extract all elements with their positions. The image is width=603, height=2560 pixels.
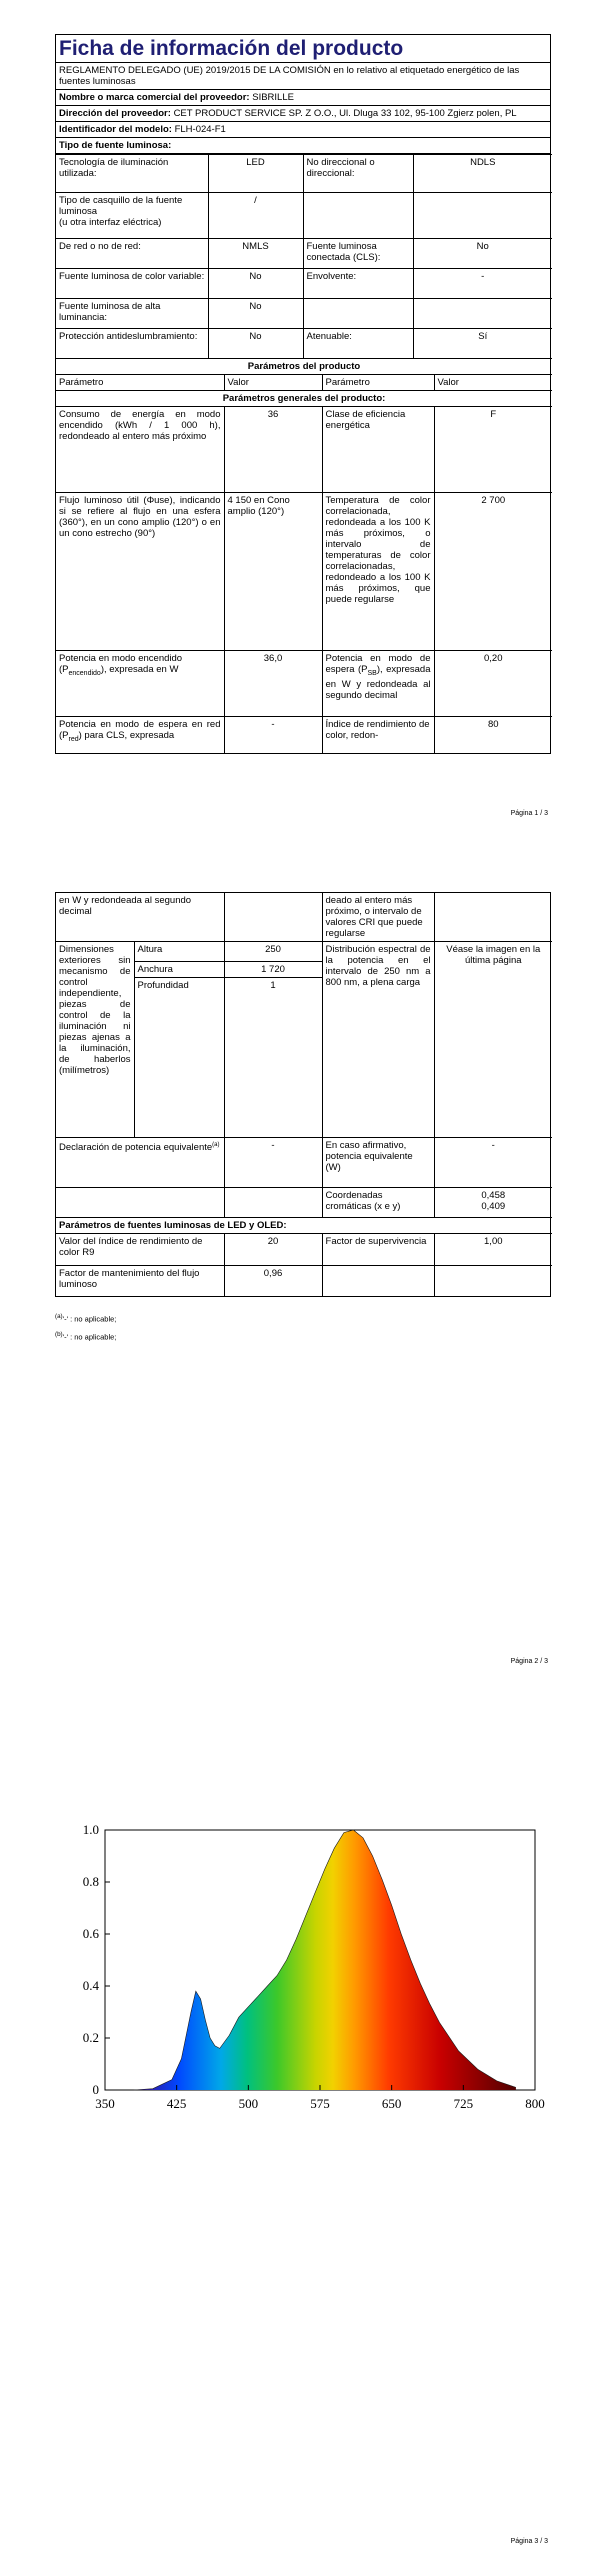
depth-label: Profundidad <box>134 978 224 1138</box>
x-tick-label-3: 575 <box>310 2096 330 2111</box>
on-mode-power-label: Potencia en modo encendido $(P_{encendido})$, expresada en W <box>56 651 224 717</box>
survival-factor-label: Factor de supervivencia <box>322 1234 434 1266</box>
lumen-maintenance-label: Factor de mantenimiento del flujo luminoso <box>56 1266 224 1296</box>
cri-label-cont: deado al entero más próximo, o intervalo de valores CRI que puede regularse <box>322 893 434 942</box>
cri-label: Índice de rendimiento de color, redon- <box>322 717 434 753</box>
product-sheet-page-1 <box>55 34 551 754</box>
cct-label: Temperatura de color correlacionada, redondeada a los 100 K más próximos, o intervalo de temperaturas de color correlacionadas, redondeado a los 100 K más próximos, que puede regularse <box>322 493 434 651</box>
supplier-brand-value: SIBRILLE <box>252 92 294 103</box>
tech-value: LED <box>208 155 303 193</box>
x-tick-label-0: 350 <box>95 2096 115 2111</box>
standby-power-label: Potencia en modo de espera $(P_{SB})$, expresada en W y redondeada al segundo decimal <box>322 651 434 717</box>
regulation-text: REGLAMENTO DELEGADO (UE) 2019/2015 DE LA COMISIÓN en lo relativo al etiquetado energético de las fuentes luminosas <box>56 63 550 90</box>
cap-value: / <box>208 193 303 239</box>
footnote-b: $^{(b)}$'-' : no aplicable; <box>55 1331 117 1342</box>
nondir-label: No direccional o direccional: <box>303 155 413 193</box>
envelope-label: Envolvente: <box>303 269 413 299</box>
width-value: 1 720 <box>224 962 322 978</box>
chromaticity-y: 0,409 <box>481 1201 506 1212</box>
y-tick-label-0: 0 <box>92 2082 99 2097</box>
equivalent-power-label: Declaración de potencia equivalente$^{(a)}$ <box>56 1138 224 1188</box>
col-param-2: Parámetro <box>322 375 434 391</box>
chromaticity-value <box>434 1188 552 1218</box>
lm-empty-label <box>322 1266 434 1296</box>
width-label: Anchura <box>134 962 224 978</box>
spectral-distribution-chart <box>55 1820 555 2140</box>
equivalent-watt-label: En caso afirmativo, potencia equivalente (W) <box>322 1138 434 1188</box>
equivalent-power-value: - <box>224 1138 322 1188</box>
page-number-1: Página 1 / 3 <box>510 810 548 817</box>
high-luminance-label: Fuente luminosa de alta luminancia: <box>56 299 208 329</box>
page-2 <box>0 820 603 1680</box>
page-number-3: Página 3 / 3 <box>510 2538 548 2545</box>
supplier-address-label: Dirección del proveedor: <box>59 108 171 119</box>
cls-value: No <box>413 239 552 269</box>
x-tick-label-2: 500 <box>238 2096 259 2111</box>
networked-standby-label: Potencia en modo de espera en red $(P_{red})$ para CLS, expresada <box>56 717 224 753</box>
height-value: 250 <box>224 942 322 962</box>
supplier-address-value: CET PRODUCT SERVICE SP. Z O.O., Ul. Dluga 33 102, 95-100 Zgierz polen, PL <box>173 108 517 119</box>
energy-value: 36 <box>224 407 322 493</box>
product-parameters-table <box>56 359 552 753</box>
spd-value: Véase la imagen en la última página <box>434 942 552 1138</box>
model-row <box>56 122 550 138</box>
efficiency-class-value: F <box>434 407 552 493</box>
page-3 <box>0 1680 603 2560</box>
x-tick-label-6: 800 <box>525 2096 545 2111</box>
nondir-value: NDLS <box>413 155 552 193</box>
mains-value: NMLS <box>208 239 303 269</box>
general-parameters-header: Parámetros generales del producto: <box>56 391 552 407</box>
dimensions-label: Dimensiones exteriores sin mecanismo de control independiente, piezas de control de la iluminación ni piezas ajenas a la iluminación, de haberlos (milímetros) <box>56 942 134 1138</box>
page-number-2: Página 2 / 3 <box>510 1658 548 1665</box>
anti-glare-label: Protección antideslumbramiento: <box>56 329 208 359</box>
x-tick-label-1: 425 <box>166 2096 187 2111</box>
y-tick-label-1: 0.2 <box>82 2030 99 2045</box>
led-parameters-header: Parámetros de fuentes luminosas de LED y OLED: <box>56 1218 552 1234</box>
useful-flux-value: 4 150 en Cono amplio (120°) <box>224 493 322 651</box>
model-value: FLH-024-F1 <box>174 124 226 135</box>
y-tick-label-3: 0.6 <box>82 1926 99 1941</box>
r9-value: 20 <box>224 1234 322 1266</box>
chroma-empty-value <box>224 1188 322 1218</box>
cap-empty-label <box>303 193 413 239</box>
networked-standby-value: - <box>224 717 322 753</box>
useful-flux-label: Flujo luminoso útil (Φuse), indicando si se refiere al flujo en una esfera (360°), en un cono amplio (120°) o en un cono estrecho (90°) <box>56 493 224 651</box>
y-tick-label-4: 0.8 <box>82 1874 99 1889</box>
color-variable-label: Fuente luminosa de color variable: <box>56 269 208 299</box>
continued-parameters-table <box>56 893 552 1296</box>
supplier-brand-label: Nombre o marca comercial del proveedor: <box>59 92 250 103</box>
spd-label: Distribución espectral de la potencia en el intervalo de 250 nm a 800 nm, a plena carga <box>322 942 434 1138</box>
chroma-empty-label <box>56 1188 224 1218</box>
col-value-2: Valor <box>434 375 552 391</box>
energy-label: Consumo de energía en modo encendido (kWh / 1 000 h), redondeado al entero más próximo <box>56 407 224 493</box>
dimmable-label: Atenuable: <box>303 329 413 359</box>
equivalent-watt-value: - <box>434 1138 552 1188</box>
mains-label: De red o no de red: <box>56 239 208 269</box>
networked-standby-label-cont: en W y redondeada al segundo decimal <box>56 893 224 942</box>
product-parameters-header: Parámetros del producto <box>56 359 552 375</box>
cap-label: Tipo de casquillo de la fuente luminosa (u otra interfaz eléctrica) <box>56 193 208 239</box>
survival-factor-value: 1,00 <box>434 1234 552 1266</box>
envelope-value: - <box>413 269 552 299</box>
anti-glare-value: No <box>208 329 303 359</box>
supplier-brand-row <box>56 90 550 106</box>
chromaticity-x: 0,458 <box>481 1190 506 1201</box>
page-title: Ficha de información del producto <box>56 35 550 63</box>
lumen-maintenance-value: 0,96 <box>224 1266 322 1296</box>
model-label: Identificador del modelo: <box>59 124 172 135</box>
light-source-type-header: Tipo de fuente luminosa: <box>56 138 550 154</box>
chromaticity-label: Coordenadas cromáticas (x e y) <box>322 1188 434 1218</box>
cap-empty-value <box>413 193 552 239</box>
col-param-1: Parámetro <box>56 375 224 391</box>
col-value-1: Valor <box>224 375 322 391</box>
standby-power-value: 0,20 <box>434 651 552 717</box>
cont-empty-value <box>224 893 322 942</box>
x-tick-label-4: 650 <box>381 2096 402 2111</box>
cri-empty-value <box>434 893 552 942</box>
color-variable-value: No <box>208 269 303 299</box>
height-label: Altura <box>134 942 224 962</box>
r9-label: Valor del índice de rendimiento de color R9 <box>56 1234 224 1266</box>
hl-empty-value <box>413 299 552 329</box>
cct-value: 2 700 <box>434 493 552 651</box>
cri-value: 80 <box>434 717 552 753</box>
tech-label: Tecnología de iluminación utilizada: <box>56 155 208 193</box>
product-sheet-page-2 <box>55 892 551 1297</box>
depth-value: 1 <box>224 978 322 1138</box>
efficiency-class-label: Clase de eficiencia energética <box>322 407 434 493</box>
lm-empty-value <box>434 1266 552 1296</box>
footnote-a: $^{(a)}$'-' : no aplicable; <box>55 1313 117 1324</box>
cls-label: Fuente luminosa conectada (CLS): <box>303 239 413 269</box>
supplier-address-row <box>56 106 550 122</box>
y-tick-label-2: 0.4 <box>82 1978 99 1993</box>
page-1 <box>0 0 603 820</box>
hl-empty-label <box>303 299 413 329</box>
y-tick-label-5: 1.0 <box>82 1822 99 1837</box>
on-mode-power-value: 36,0 <box>224 651 322 717</box>
x-tick-label-5: 725 <box>453 2096 474 2111</box>
high-luminance-value: No <box>208 299 303 329</box>
dimmable-value: Sí <box>413 329 552 359</box>
light-source-type-table <box>56 154 552 359</box>
